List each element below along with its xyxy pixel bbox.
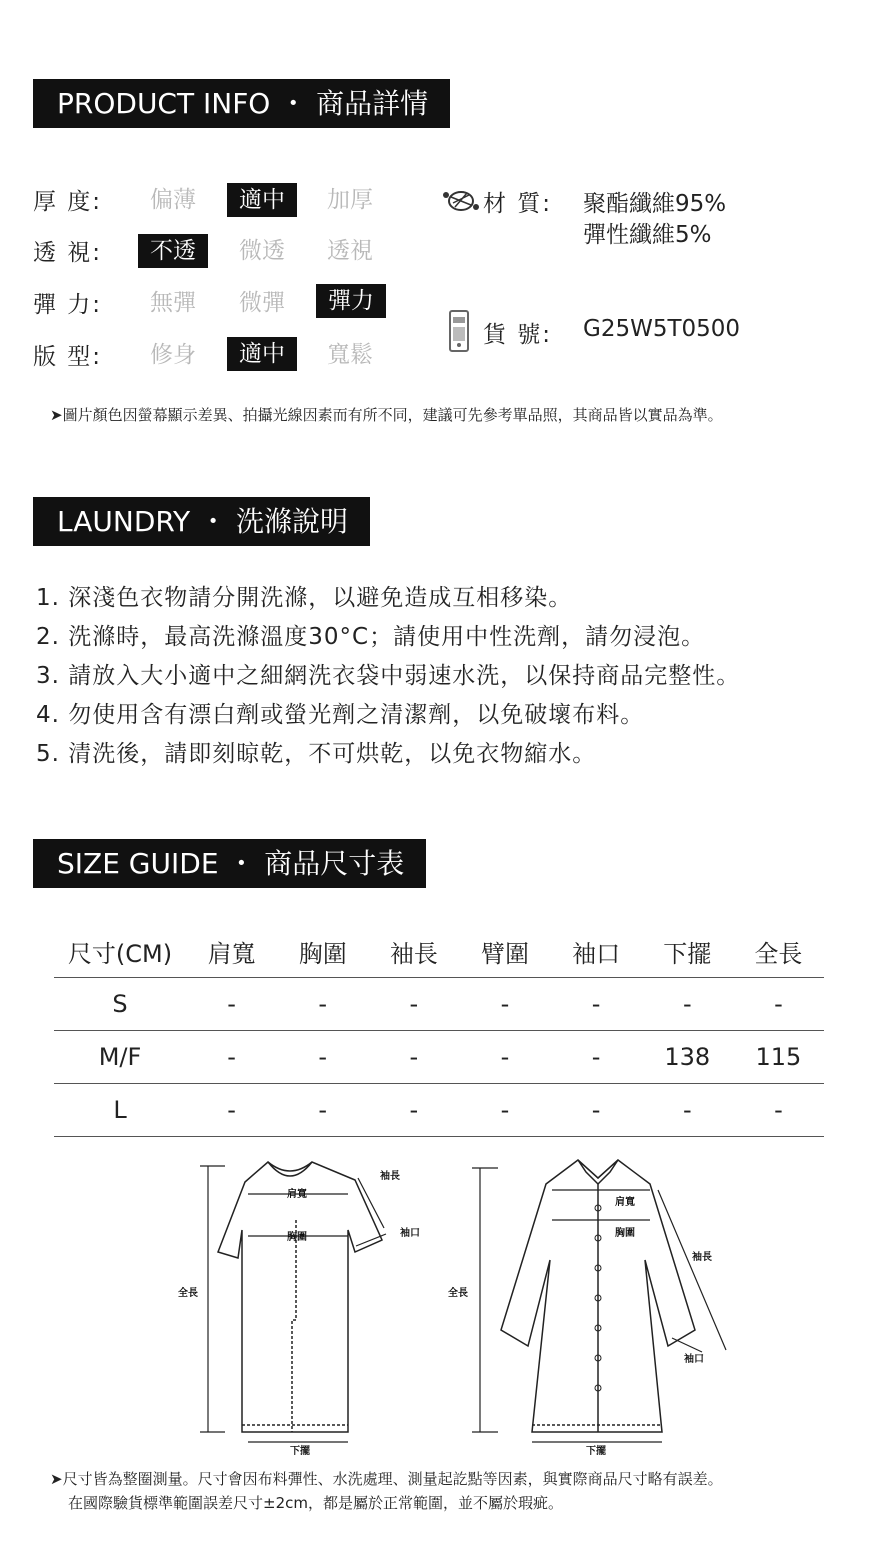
col-header: 肩寬 — [207, 939, 256, 968]
table-cell: - — [368, 1084, 459, 1137]
table-cell: - — [733, 978, 824, 1031]
table-row — [54, 1031, 824, 1084]
label-sleeve-length: 袖長 — [380, 1171, 400, 1182]
shirt-dress-diagram — [440, 1150, 740, 1470]
table-cell: - — [642, 978, 733, 1031]
option-selected: 彈力 — [316, 284, 386, 318]
attribute-label: 厚 度: — [33, 189, 103, 215]
label-full-length: 全長 — [448, 1288, 468, 1299]
option: 加厚 — [327, 187, 373, 213]
label-chest: 胸圍 — [287, 1232, 307, 1243]
table-cell: - — [277, 978, 368, 1031]
table-cell: - — [368, 1031, 459, 1084]
table-cell: - — [368, 978, 459, 1031]
laundry-item: 3. 請放入大小適中之細網洗衣袋中弱速水洗，以保持商品完整性。 — [36, 663, 741, 689]
table-cell: - — [459, 978, 550, 1031]
option-selected: 適中 — [227, 183, 297, 217]
size-guide-header: SIZE GUIDE ・ 商品尺寸表 — [33, 839, 426, 888]
table-cell: - — [642, 1084, 733, 1137]
table-cell: - — [459, 1084, 550, 1137]
option: 寬鬆 — [327, 342, 373, 368]
attribute-label: 彈 力: — [33, 292, 103, 318]
label-full-length: 全長 — [178, 1288, 198, 1299]
attribute-label: 版 型: — [33, 344, 103, 370]
table-cell: - — [459, 1031, 550, 1084]
col-header: 臂圍 — [480, 939, 529, 968]
item-no-label: 貨 號: — [483, 322, 553, 348]
option: 微透 — [239, 238, 285, 264]
size-note-line-1: ➤尺寸皆為整圈測量。尺寸會因布料彈性、水洗處理、測量起訖點等因素，與實際商品尺寸略有誤差。 — [50, 1470, 723, 1488]
label-cuff: 袖口 — [684, 1354, 704, 1365]
material-line-2: 彈性纖維5% — [583, 222, 712, 248]
size-table — [54, 925, 824, 1137]
table-cell: - — [186, 1084, 277, 1137]
table-cell: - — [277, 1084, 368, 1137]
laundry-item: 4. 勿使用含有漂白劑或螢光劑之清潔劑，以免破壞布料。 — [36, 702, 645, 728]
table-cell: - — [551, 978, 642, 1031]
table-row — [54, 1084, 824, 1137]
tag-icon — [447, 307, 473, 355]
col-header: 胸圍 — [298, 939, 347, 968]
attribute-label: 透 視: — [33, 240, 103, 266]
table-cell: - — [186, 978, 277, 1031]
col-header: 尺寸(CM) — [67, 939, 173, 968]
table-cell: 115 — [733, 1031, 824, 1084]
option: 微彈 — [239, 290, 285, 316]
material-line-1: 聚酯纖維95% — [583, 191, 727, 217]
option: 修身 — [150, 342, 196, 368]
table-cell: - — [551, 1084, 642, 1137]
label-hem: 下擺 — [290, 1446, 310, 1457]
table-row — [54, 978, 824, 1031]
option-selected: 適中 — [227, 337, 297, 371]
material-label: 材 質: — [483, 191, 553, 217]
label-chest: 胸圍 — [615, 1228, 635, 1239]
col-header: 袖口 — [572, 939, 621, 968]
size-table-header-row — [54, 925, 824, 978]
label-shoulder: 肩寬 — [287, 1189, 307, 1200]
col-header: 下擺 — [663, 939, 712, 968]
size-cell: M/F — [54, 1031, 186, 1084]
label-shoulder: 肩寬 — [615, 1197, 635, 1208]
item-no-value: G25W5T0500 — [583, 316, 741, 342]
product-info-note: ➤圖片顏色因螢幕顯示差異、拍攝光線因素而有所不同，建議可先參考單品照，其商品皆以實品為準。 — [50, 406, 723, 424]
table-cell: - — [551, 1031, 642, 1084]
table-cell: - — [186, 1031, 277, 1084]
size-cell: S — [54, 978, 186, 1031]
product-info-header: PRODUCT INFO ・ 商品詳情 — [33, 79, 450, 128]
label-hem: 下擺 — [586, 1446, 606, 1457]
laundry-item: 5. 清洗後，請即刻晾乾，不可烘乾，以免衣物縮水。 — [36, 741, 597, 767]
col-header: 袖長 — [389, 939, 438, 968]
laundry-item: 1. 深淺色衣物請分開洗滌，以避免造成互相移染。 — [36, 585, 573, 611]
label-sleeve-length: 袖長 — [692, 1252, 712, 1263]
option: 透視 — [327, 238, 373, 264]
size-cell: L — [54, 1084, 186, 1137]
table-cell: - — [733, 1084, 824, 1137]
option: 無彈 — [150, 290, 196, 316]
col-header: 全長 — [754, 939, 803, 968]
option: 偏薄 — [150, 187, 196, 213]
tshirt-dress-diagram — [170, 1150, 440, 1470]
fabric-spool-icon — [441, 183, 481, 219]
table-cell: - — [277, 1031, 368, 1084]
label-cuff: 袖口 — [400, 1228, 420, 1239]
laundry-header: LAUNDRY ・ 洗滌說明 — [33, 497, 370, 546]
option-selected: 不透 — [138, 234, 208, 268]
table-cell: 138 — [642, 1031, 733, 1084]
size-note-line-2: 在國際驗貨標準範圍誤差尺寸±2cm，都是屬於正常範圍，並不屬於瑕疵。 — [68, 1494, 563, 1512]
laundry-item: 2. 洗滌時，最高洗滌溫度30°C；請使用中性洗劑，請勿浸泡。 — [36, 624, 706, 650]
